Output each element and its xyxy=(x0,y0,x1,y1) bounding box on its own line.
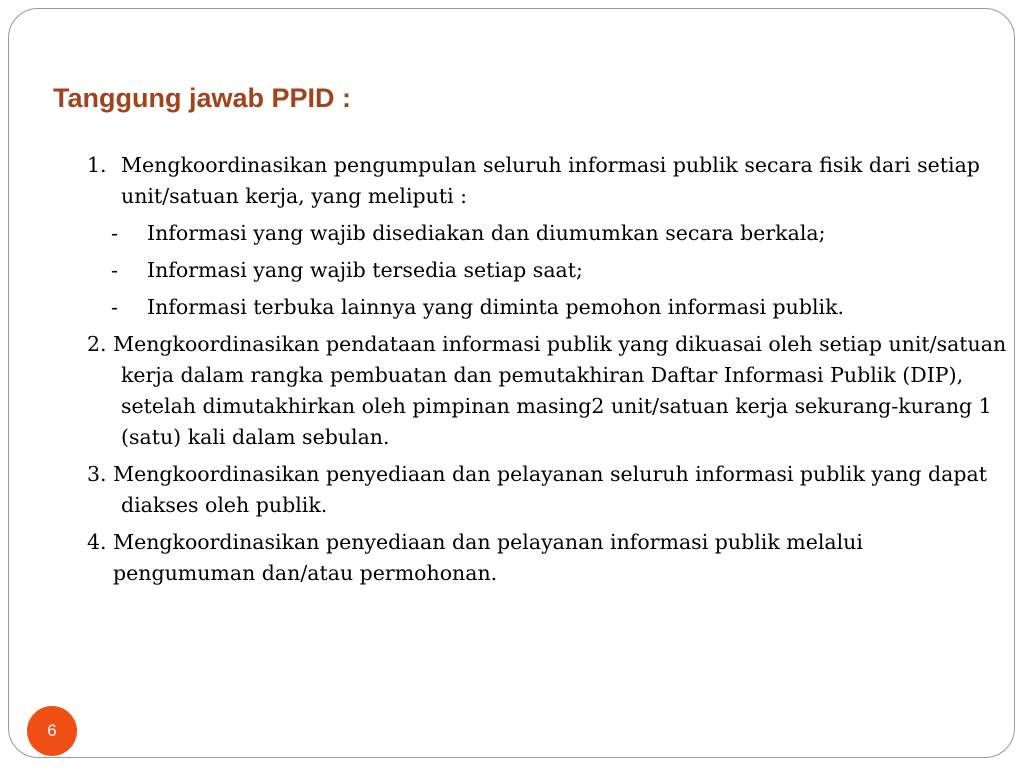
sub-item-2 xyxy=(87,255,1007,286)
sub-item-3-text: Informasi terbuka lainnya yang diminta pemohon informasi publik. xyxy=(147,295,845,319)
list-item-3: 3. Mengkoordinasikan penyediaan dan pelayanan seluruh informasi publik yang dapat diakses oleh publik. xyxy=(87,462,987,517)
list-item-2: 2. Mengkoordinasikan pendataan informasi publik yang dikuasai oleh setiap unit/satuan kerja dalam rangka pembuatan dan pemutakhiran Daftar Informasi Publik (DIP), setelah dimutakhirkan oleh pimpinan masing2 unit/satuan kerja sekurang-kurang 1 (satu) kali dalam sebulan. xyxy=(87,332,1007,449)
list-item-1-text: Mengkoordinasikan pengumpulan seluruh informasi publik secara fisik dari setiap unit/satuan kerja, yang meliputi : xyxy=(121,153,980,208)
sub-item-2-text: Informasi yang wajib tersedia setiap saat; xyxy=(147,258,583,282)
list-item-4: 4. Mengkoordinasikan penyediaan dan pelayanan informasi publik melalui pengumuman dan/atau permohonan. xyxy=(87,530,863,585)
sub-item-1 xyxy=(87,218,1007,249)
sub-item-3 xyxy=(87,292,1007,323)
page-number: 6 xyxy=(47,721,57,740)
list-item-1-number: 1. xyxy=(87,153,107,177)
sub-item-1-text: Informasi yang wajib disediakan dan diumumkan secara berkala; xyxy=(147,221,826,245)
slide-title: Tanggung jawab PPID : xyxy=(53,83,352,113)
dash-bullet: - xyxy=(111,221,118,245)
slide-frame xyxy=(8,8,1015,758)
dash-bullet: - xyxy=(111,295,118,319)
list-item-1 xyxy=(87,150,1007,212)
dash-bullet: - xyxy=(111,258,118,282)
slide-body xyxy=(87,150,1007,589)
page-number-badge xyxy=(27,706,77,756)
